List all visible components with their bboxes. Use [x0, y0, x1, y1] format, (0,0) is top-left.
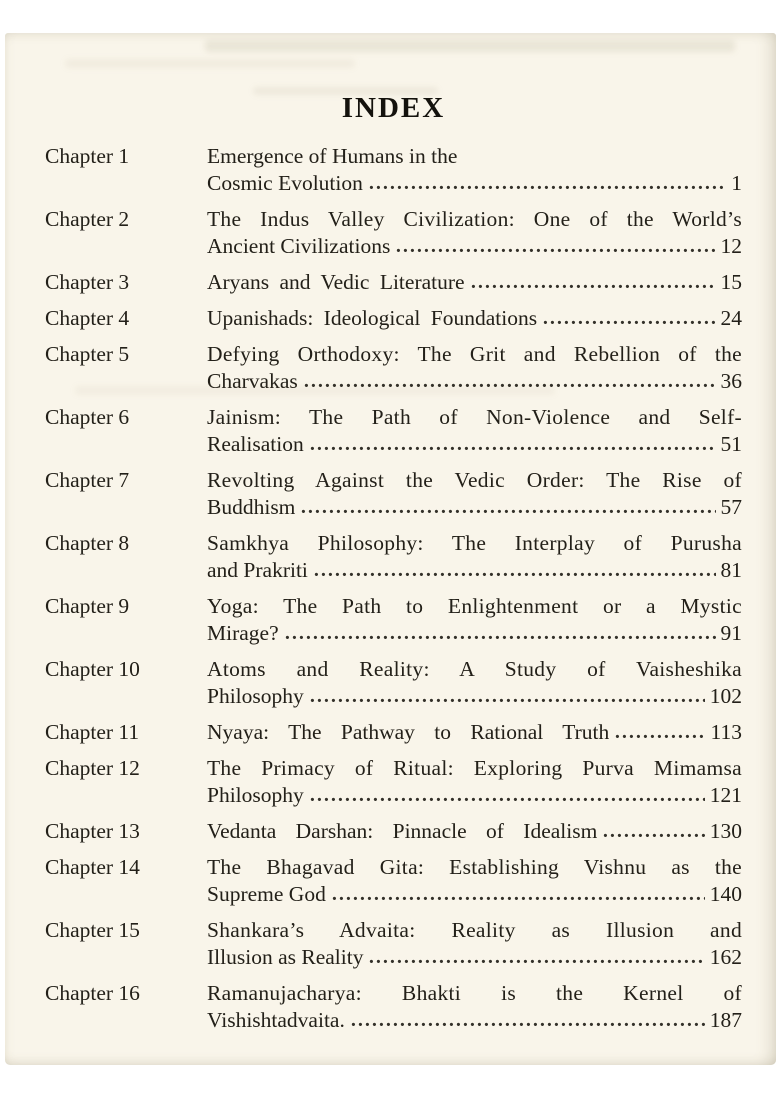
entry-last-line [207, 683, 742, 710]
entry-title [207, 143, 742, 197]
entry-page-number: 130 [709, 819, 742, 843]
page-title: INDEX [341, 92, 446, 124]
entry-title-line: Vedanta Darshan: Pinnacle of Idealism [207, 819, 598, 843]
chapter-label: Chapter 14 [45, 855, 140, 879]
entry-title-line: Philosophy [207, 684, 304, 708]
entry-title [207, 593, 742, 647]
entry-title [207, 980, 742, 1034]
chapter-label: Chapter 12 [45, 756, 140, 780]
entry-last-line [207, 719, 742, 746]
entry-page-number: 1 [731, 171, 742, 195]
entry-last-line [207, 368, 742, 395]
entry-title-line: Vishishtadvaita. [207, 1008, 345, 1032]
entry-title-line: Shankara’s Advaita: Reality as Illusion and [207, 918, 742, 942]
entry-title-line: Atoms and Reality: A Study of Vaisheshika [207, 657, 742, 681]
entry-page-number: 121 [709, 783, 742, 807]
entry-page-number: 12 [720, 234, 742, 258]
index-entry [45, 206, 742, 260]
entry-page-number: 113 [710, 720, 742, 744]
entry-title-line: Cosmic Evolution [207, 171, 363, 195]
entry-page-number: 51 [720, 432, 742, 456]
entry-title-line: Aryans and Vedic Literature [207, 270, 465, 294]
index-entry [45, 530, 742, 584]
entry-page-number: 162 [709, 945, 742, 969]
chapter-label: Chapter 4 [45, 306, 130, 330]
entry-title-line: Ancient Civilizations [207, 234, 391, 258]
entry-title-line: and Prakriti [207, 558, 308, 582]
chapter-label: Chapter 16 [45, 981, 140, 1005]
chapter-label: Chapter 15 [45, 918, 140, 942]
entry-last-line [207, 782, 742, 809]
entry-title [207, 818, 742, 845]
chapter-label: Chapter 10 [45, 657, 140, 681]
entry-last-line [207, 1007, 742, 1034]
entry-title-line: The Bhagavad Gita: Establishing Vishnu as the [207, 855, 742, 879]
entry-title-line: Revolting Against the Vedic Order: The Rise of [207, 468, 742, 492]
chapter-label: Chapter 13 [45, 819, 140, 843]
entry-title [207, 404, 742, 458]
index-entry [45, 467, 742, 521]
bleed-through-artifact [65, 59, 355, 68]
entry-last-line [207, 233, 742, 260]
entry-title-line: Nyaya: The Pathway to Rational Truth [207, 720, 610, 744]
entry-title-line: Upanishads: Ideological Foundations [207, 306, 538, 330]
entry-page-number: 24 [720, 306, 742, 330]
entry-last-line [207, 881, 742, 908]
chapter-label: Chapter 1 [45, 144, 130, 168]
index-entry [45, 818, 742, 845]
entry-title-line: Charvakas [207, 369, 298, 393]
index-entry [45, 980, 742, 1034]
entry-page-number: 102 [709, 684, 742, 708]
index-entry [45, 854, 742, 908]
entry-title-line: The Indus Valley Civilization: One of the World’s [207, 207, 742, 231]
chapter-label: Chapter 11 [45, 720, 140, 744]
entry-page-number: 140 [709, 882, 742, 906]
entry-last-line [207, 305, 742, 332]
entry-last-line [207, 620, 742, 647]
chapter-label: Chapter 8 [45, 531, 130, 555]
entry-title-line: Buddhism [207, 495, 296, 519]
entry-title-line: Jainism: The Path of Non-Violence and Self- [207, 405, 742, 429]
entry-title [207, 854, 742, 908]
chapter-label: Chapter 7 [45, 468, 130, 492]
chapter-label: Chapter 3 [45, 270, 130, 294]
entry-title [207, 467, 742, 521]
entry-last-line [207, 269, 742, 296]
index-entry [45, 341, 742, 395]
entry-title [207, 719, 742, 746]
entry-title-line: Philosophy [207, 783, 304, 807]
entry-title-line: Samkhya Philosophy: The Interplay of Purusha [207, 531, 742, 555]
entry-title [207, 341, 742, 395]
entry-title [207, 917, 742, 971]
index-entry [45, 143, 742, 197]
entry-last-line [207, 818, 742, 845]
index-entry [45, 656, 742, 710]
entry-title [207, 269, 742, 296]
entry-page-number: 36 [720, 369, 742, 393]
book-page [5, 33, 776, 1065]
entry-title-line: Supreme God [207, 882, 326, 906]
chapter-label: Chapter 2 [45, 207, 130, 231]
entry-page-number: 187 [709, 1008, 742, 1032]
entry-title-line: Ramanujacharya: Bhakti is the Kernel of [207, 981, 742, 1005]
entry-title-line: Emergence of Humans in the [207, 144, 458, 168]
index-entry [45, 305, 742, 332]
entry-title [207, 755, 742, 809]
bleed-through-artifact [205, 40, 735, 52]
entry-page-number: 91 [720, 621, 742, 645]
entry-title [207, 656, 742, 710]
entry-last-line [207, 170, 742, 197]
entry-last-line [207, 944, 742, 971]
index-entry [45, 269, 742, 296]
index-entry [45, 755, 742, 809]
index-entry [45, 719, 742, 746]
entry-title-line: The Primacy of Ritual: Exploring Purva Mimamsa [207, 756, 742, 780]
entry-page-number: 15 [720, 270, 742, 294]
chapter-label: Chapter 9 [45, 594, 130, 618]
entry-title-line: Yoga: The Path to Enlightenment or a Mystic [207, 594, 742, 618]
entry-last-line [207, 494, 742, 521]
entry-title-line: Mirage? [207, 621, 279, 645]
entry-last-line [207, 557, 742, 584]
chapter-label: Chapter 6 [45, 405, 130, 429]
entry-title [207, 530, 742, 584]
chapter-label: Chapter 5 [45, 342, 130, 366]
entry-last-line [207, 431, 742, 458]
entry-title [207, 305, 742, 332]
index-entry [45, 593, 742, 647]
index-entry [45, 917, 742, 971]
entry-title-line: Realisation [207, 432, 304, 456]
index-entry [45, 404, 742, 458]
entry-page-number: 57 [720, 495, 742, 519]
entry-title-line: Illusion as Reality [207, 945, 364, 969]
entry-page-number: 81 [720, 558, 742, 582]
entry-title-line: Defying Orthodoxy: The Grit and Rebellion of the [207, 342, 742, 366]
entry-title [207, 206, 742, 260]
